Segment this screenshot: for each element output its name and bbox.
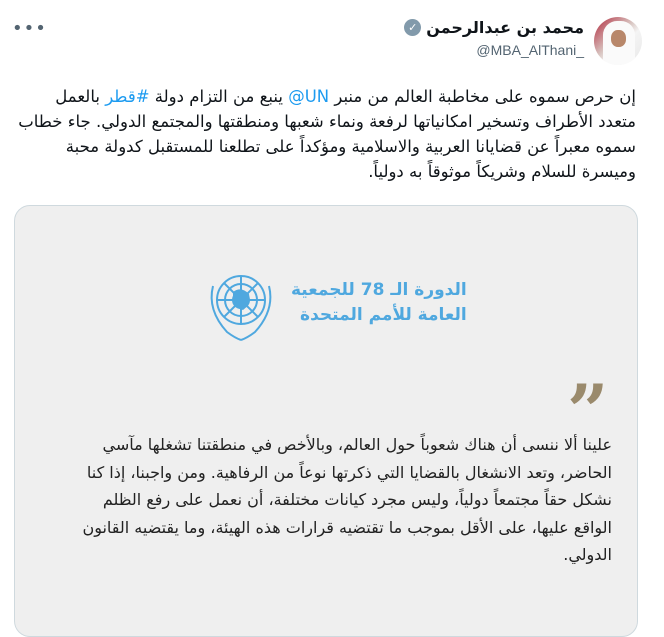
verified-badge-icon: ✓	[404, 19, 421, 36]
avatar[interactable]	[594, 17, 642, 65]
tweet-text-part: ينبع من التزام دولة	[149, 87, 289, 106]
quote-mark-icon: ”	[567, 368, 609, 453]
media-image[interactable]	[14, 205, 638, 637]
more-options-button[interactable]: •••	[12, 18, 47, 39]
tweet-text	[16, 84, 636, 184]
author-name-row[interactable]	[404, 18, 584, 37]
un-ga-78-title: الدورة الـ 78 للجمعية العامة للأمم المتحدة	[291, 280, 467, 325]
author-handle[interactable]: @MBA_AlThani_	[476, 42, 584, 58]
tweet-text-part: إن حرص سموه على مخاطبة العالم من منبر	[329, 87, 636, 106]
tweet-text-part: بالعمل متعدد الأطراف وتسخير امكانياتها لرفعة ونماء شعبها ومنطقتها والمجتمع الدولي. جاء خطاب سموه معبراً عن قضايانا العربية والاسلامية ومؤكداً على تطلعنا للمستقبل كدولة محبة وميسرة للسلام وشريكاً موثوقاً به دولياً.	[18, 87, 636, 181]
author-name[interactable]: محمد بن عبدالرحمن	[426, 18, 584, 37]
un-emblem-icon	[205, 266, 277, 346]
hashtag-link[interactable]: #قطر	[105, 87, 150, 106]
mention-link[interactable]: @UN	[288, 87, 330, 106]
speech-quote: علينا ألا ننسى أن هناك شعوباً حول العالم، وبالأخص في منطقتنا تشغلها مآسي الحاضر، وتعد الانشغال بالقضايا التي ذكرتها نوعاً من الرفاهية. ومن واجبنا، إذا كنا نشكل حقاً مجتمعاً دولياً، وليس مجرد كيانات مختلفة، أن نعمل على رفع الظلم الواقع عليها، على الأقل بموجب ما تقتضيه قرارات هذه الهيئة، وما يقتضيه القانون الدولي.	[82, 435, 612, 564]
